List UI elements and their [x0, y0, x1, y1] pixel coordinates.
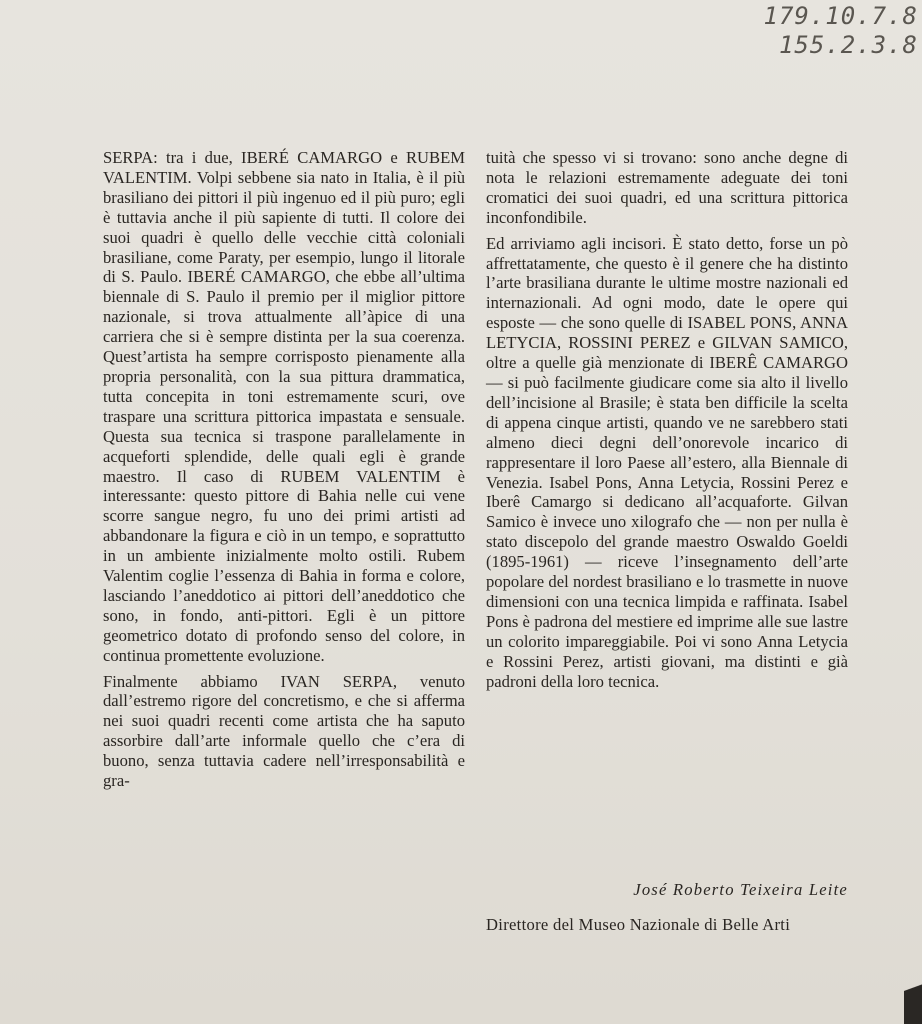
right-paragraph-1: tuità che spesso vi si trovano: sono anche degne di nota le relazioni estremamente adeguate dei toni cromatici dei suoi quadri, ed una scrittura pittorica inconfondibile.	[486, 148, 848, 227]
author-name: José Roberto Teixeira Leite	[633, 880, 848, 899]
left-paragraph-1: SERPA: tra i due, IBERÉ CAMARGO e RUBEM VALENTIM. Volpi sebbene sia nato in Italia, è il più brasiliano dei pittori il più ingenuo ed il più puro; egli è tuttavia anche il più sapiente di tutti. Il colore dei suoi quadri è quello delle vecchie città coloniali brasiliane, come Paraty, per esempio, lungo il litorale di S. Paulo. IBERÉ CAMARGO, che ebbe all’ultima biennale di S. Paulo il premio per il miglior pittore nazionale, si trova attualmente all’àpice di una carriera che si è sempre distinta per la sua coerenza. Quest’artista ha sempre corrisposto pienamente alla propria personalità, con la sua pittura drammatica, tutta concepita in toni estremamente scuri, ove traspare una scrittura pittorica impastata e sensuale. Questa sua tecnica si traspone parallelamente in acqueforti splendide, delle quali egli è grande maestro. Il caso di RUBEM VALENTIM è interessante: questo pittore di Bahia nelle cui vene scorre sangue negro, fu uno dei primi artisti ad abbandonare la figura e ciò in un tempo, e soprattutto in un ambiente inizialmente molto ostili. Rubem Valentim coglie l’essenza di Bahia in forma e colore, lasciando l’aneddotico ai pittori dell’aneddotico che sono, in fondo, anti-pittori. Egli è un pittore geometrico dotato di profondo senso del colore, in continua promettente evoluzione.	[103, 148, 465, 665]
left-paragraph-2: Finalmente abbiamo IVAN SERPA, venuto dall’estremo rigore del concretismo, e che si afferma nei suoi quadri recenti come artista che ha saputo assorbire dall’arte informale quello che c’era di buono, senza tuttavia cadere nell’irresponsabilità e gra-	[103, 671, 465, 791]
right-paragraph-2: Ed arriviamo agli incisori. È stato detto, forse un pò affrettatamente, che questo è il genere che ha distinto l’arte brasiliana durante le ultime mostre nazionali ed internazionali. Ad ogni modo, date le opere qui esposte — che sono quelle di ISABEL PONS, ANNA LETYCIA, ROSSINI PEREZ e GILVAN SAMICO, oltre a quelle già menzionate di IBERÊ CAMARGO — si può facilmente giudicare come sia alto il livello dell’incisione al Brasile; è stata ben difficile la scelta di appena cinque artisti, quando ve ne sarebbero stati almeno dieci degni dell’onorevole incarico di rappresentare il loro Paese all’estero, alla Biennale di Venezia. Isabel Pons, Anna Letycia, Rossini Perez e Iberê Camargo si dedicano all’acquaforte. Gilvan Samico è invece uno xilografo che — non per nulla è stato discepolo del grande maestro Oswaldo Goeldi (1895-1961) — riceve l’insegnamento dell’arte popolare del nordest brasiliano e lo trasmette in nuove dimensioni con una tecnica limpida e raffinata. Isabel Pons è padrona del mestiere ed imprime alle sue lastre un colorito impareggiabile. Poi vi sono Anna Letycia e Rossini Perez, artisti giovani, ma distinti e già padroni della loro tecnica.	[486, 233, 848, 691]
right-text-column	[486, 148, 848, 697]
left-text-column	[103, 148, 465, 797]
page-corner-shadow	[904, 964, 922, 1024]
author-title: Direttore del Museo Nazionale di Belle Arti	[486, 914, 791, 934]
annotation-line-2: 155.2.3.8	[778, 31, 918, 59]
annotation-line-1: 179.10.7.8	[763, 2, 918, 30]
signature-block	[486, 880, 848, 935]
pencil-annotation	[764, 2, 919, 60]
